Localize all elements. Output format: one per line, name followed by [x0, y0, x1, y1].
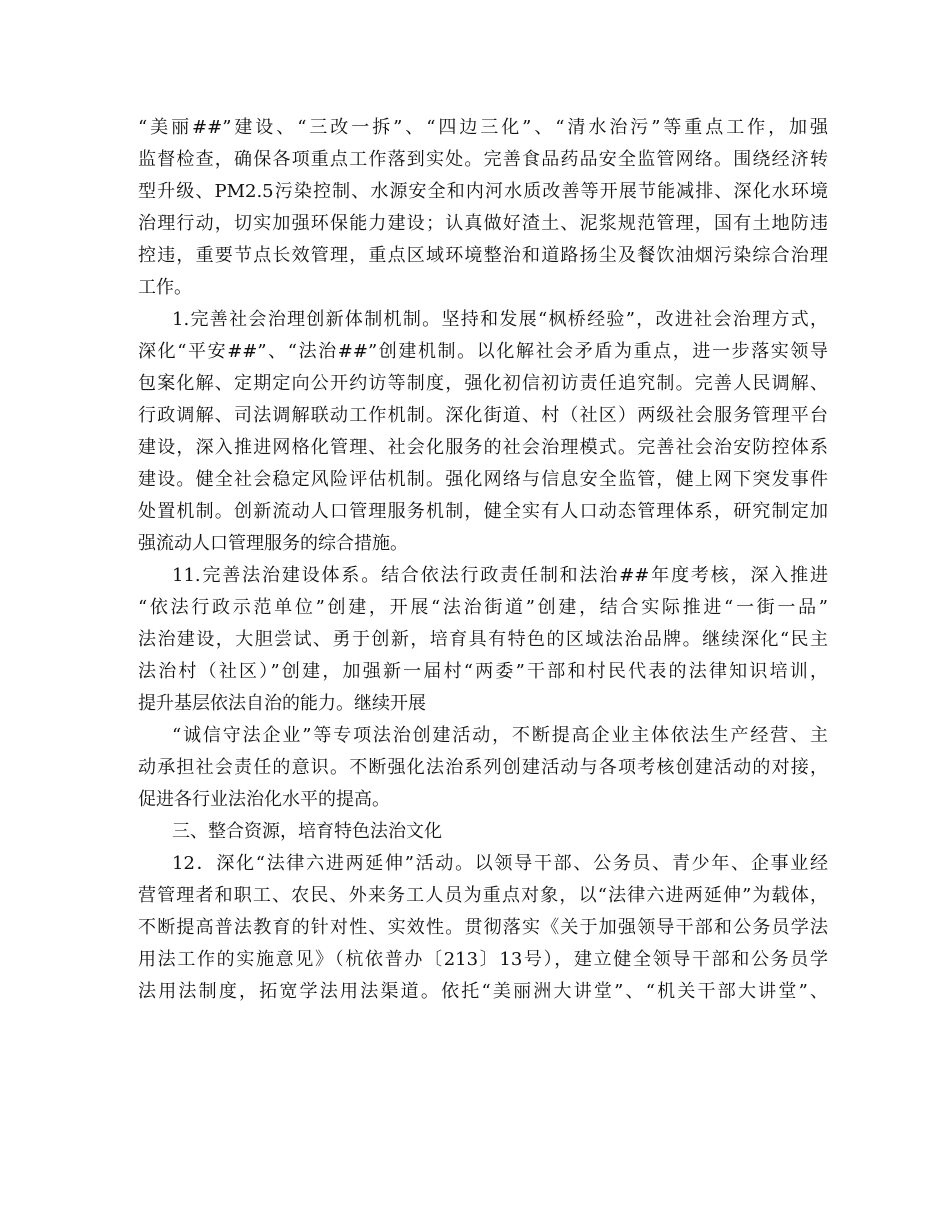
- text-line: 建设，深入推进网格化管理、社会化服务的社会治理模式。完善社会治安防控体系: [138, 437, 828, 458]
- text-line: 建设。健全社会稳定风险评估机制。强化网络与信息安全监管，健上网下突发事件: [138, 469, 828, 490]
- text-line: 行政调解、司法调解联动工作机制。深化街道、村（社区）两级社会服务管理平台: [138, 405, 828, 426]
- text-line: “诚信守法企业”等专项法治创建活动，不断提高企业主体依法生产经营、主: [172, 725, 828, 746]
- text-line: 不断提高普法教育的针对性、实效性。贯彻落实《关于加强领导干部和公务员学法: [138, 917, 828, 938]
- text-line: “美丽##”建设、“三改一拆”、“四边三化”、“清水治污”等重点工作，加强: [138, 117, 828, 138]
- text-line: 深化“平安##”、“法治##”创建机制。以化解社会矛盾为重点，进一步落实领导: [138, 341, 828, 362]
- section-heading: 三、整合资源，培育特色法治文化: [172, 821, 442, 842]
- text-line: “依法行政示范单位”创建，开展“法治街道”创建，结合实际推进“一街一品”: [138, 597, 828, 618]
- text-line: 营管理者和职工、农民、外来务工人员为重点对象，以“法律六进两延伸”为载体，: [138, 885, 828, 906]
- text-line: 监督检查，确保各项重点工作落到实处。完善食品药品安全监管网络。围绕经济转: [138, 149, 828, 170]
- text-line: 处置机制。创新流动人口管理服务机制，健全实有人口动态管理体系，研究制定加: [138, 501, 828, 522]
- text-line: 型升级、PM2.5污染控制、水源安全和内河水质改善等开展节能减排、深化水环境: [138, 181, 828, 202]
- text-line: 法用法制度，拓宽学法用法渠道。依托“美丽洲大讲堂”、“机关干部大讲堂”、: [138, 981, 828, 1002]
- text-line: 用法工作的实施意见》（杭依普办〔213〕13号），建立健全领导干部和公务员学: [138, 949, 828, 970]
- text-line: 控违，重要节点长效管理，重点区域环境整治和道路扬尘及餐饮油烟污染综合治理: [138, 245, 828, 266]
- text-line: 11.完善法治建设体系。结合依法行政责任制和法治##年度考核，深入推进: [172, 565, 828, 586]
- document-body: [138, 112, 828, 1008]
- text-line: 包案化解、定期定向公开约访等制度，强化初信初访责任追究制。完善人民调解、: [138, 373, 828, 394]
- text-line: 工作。: [138, 277, 192, 298]
- text-line: 促进各行业法治化水平的提高。: [138, 789, 390, 810]
- text-line: 12．深化“法律六进两延伸”活动。以领导干部、公务员、青少年、企事业经: [172, 853, 828, 874]
- text-line: 提升基层依法自治的能力。继续开展: [138, 693, 426, 714]
- text-line: 法治建设，大胆尝试、勇于创新，培育具有特色的区域法治品牌。继续深化“民主: [138, 629, 828, 650]
- text-line: 动承担社会责任的意识。不断强化法治系列创建活动与各项考核创建活动的对接，: [138, 757, 828, 778]
- text-line: 治理行动，切实加强环保能力建设；认真做好渣土、泥浆规范管理，国有土地防违: [138, 213, 828, 234]
- text-line: 强流动人口管理服务的综合措施。: [138, 533, 408, 554]
- text-line: 法治村（社区）”创建，加强新一届村“两委”干部和村民代表的法律知识培训，: [138, 661, 828, 682]
- text-line: 1.完善社会治理创新体制机制。坚持和发展“枫桥经验”，改进社会治理方式，: [172, 309, 828, 330]
